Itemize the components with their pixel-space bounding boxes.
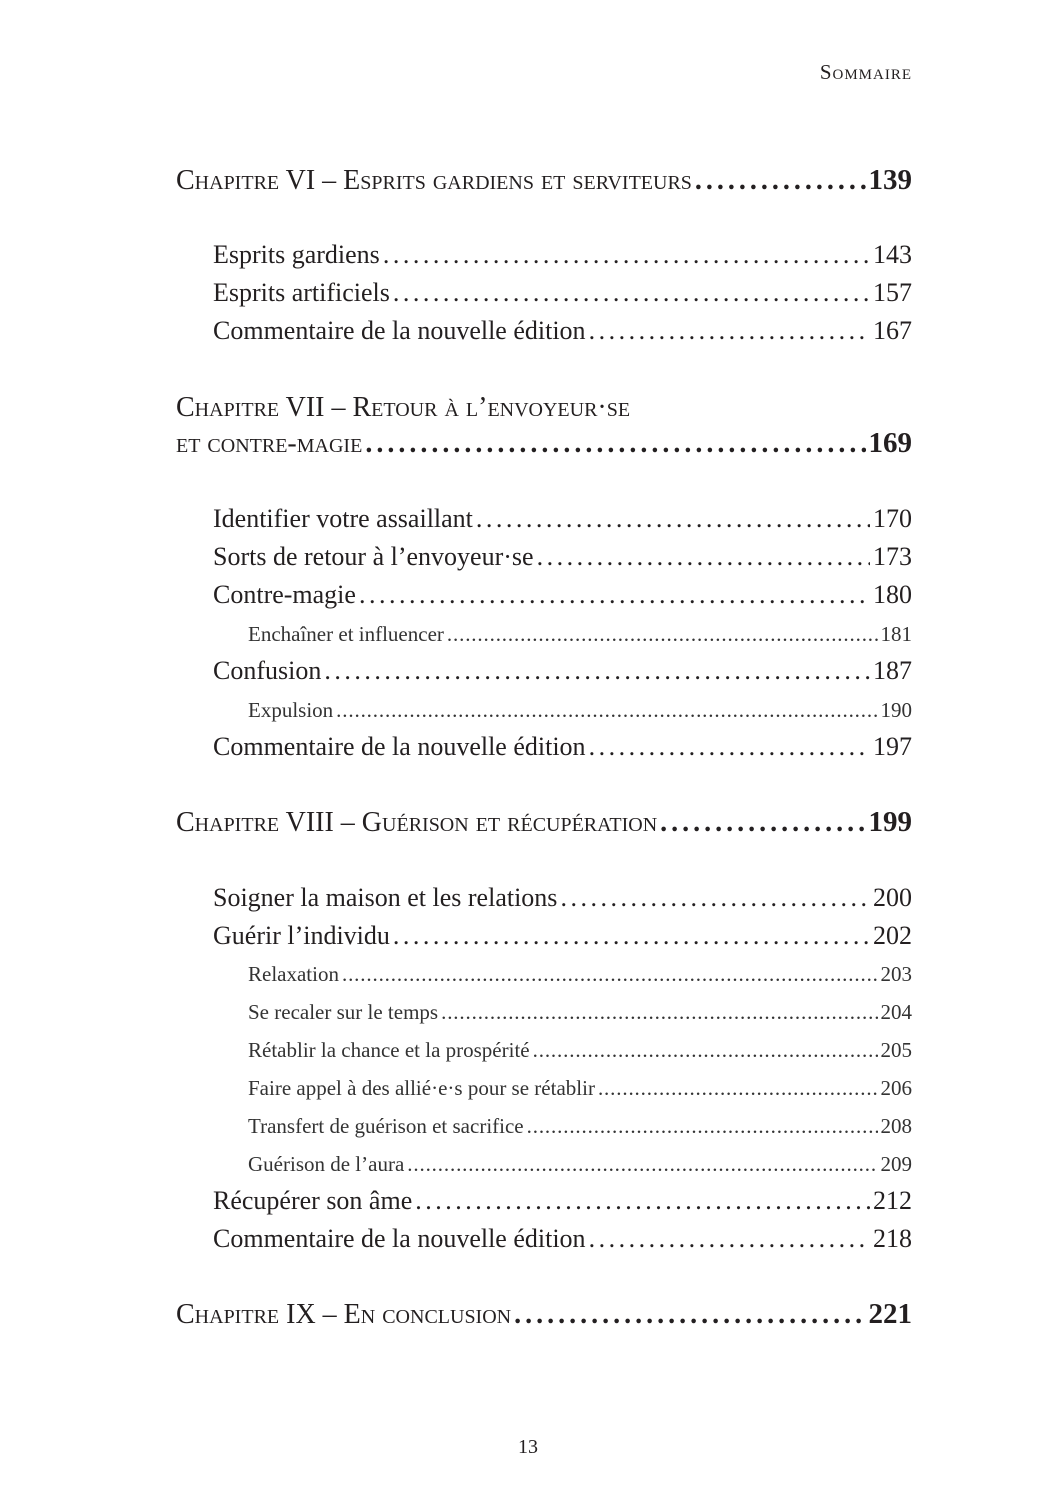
toc-section[interactable] (213, 883, 912, 913)
dot-leader (415, 1186, 870, 1216)
subsection-title: Guérison de l’aura (248, 1152, 405, 1176)
dot-leader (560, 883, 870, 913)
dot-leader (527, 1114, 878, 1139)
subsection-title: Relaxation (248, 962, 339, 986)
toc-section[interactable] (213, 542, 912, 572)
page-number: 187 (873, 656, 912, 685)
toc-section[interactable] (213, 580, 912, 610)
dot-leader (393, 278, 870, 308)
page-folio: 13 (518, 1436, 538, 1458)
toc-chapter-7[interactable] (176, 427, 912, 460)
dot-leader (336, 698, 877, 723)
toc-subsection[interactable] (248, 698, 912, 723)
toc-chapter-8[interactable] (176, 806, 912, 839)
toc-chapter-6[interactable] (176, 164, 912, 197)
dot-leader (598, 1076, 878, 1101)
page-number: 181 (880, 622, 912, 646)
section-title: Soigner la maison et les relations (213, 883, 558, 912)
subsection-title: Transfert de guérison et sacrifice (248, 1114, 524, 1138)
toc-subsection[interactable] (248, 1038, 912, 1063)
page-number: 218 (873, 1224, 912, 1253)
dot-leader (365, 428, 865, 460)
chapter-title: Chapitre IX – En conclusion (176, 1299, 512, 1330)
page-number: 199 (868, 806, 912, 838)
page-number: 169 (868, 427, 912, 459)
page-number: 203 (880, 962, 912, 986)
subsection-title: Expulsion (248, 698, 334, 722)
page-number: 170 (873, 504, 912, 533)
section-title: Commentaire de la nouvelle édition (213, 1224, 586, 1253)
dot-leader (407, 1152, 877, 1177)
page-number: 197 (873, 732, 912, 761)
toc-section[interactable] (213, 316, 912, 346)
dot-leader (342, 962, 878, 987)
dot-leader (589, 316, 870, 346)
subsection-title: Enchaîner et influencer (248, 622, 444, 646)
dot-leader (589, 732, 870, 762)
toc-chapter-9[interactable] (176, 1298, 912, 1331)
dot-leader (393, 921, 870, 951)
toc-section[interactable] (213, 278, 912, 308)
page-number: 206 (880, 1076, 912, 1100)
toc-section[interactable] (213, 504, 912, 534)
page-number: 200 (873, 883, 912, 912)
page-number: 208 (880, 1114, 912, 1138)
dot-leader (660, 807, 865, 839)
toc-section[interactable] (213, 240, 912, 270)
page-number: 221 (868, 1298, 912, 1330)
toc-section[interactable] (213, 1186, 912, 1216)
dot-leader (514, 1299, 865, 1331)
section-title: Confusion (213, 656, 322, 685)
toc-subsection[interactable] (248, 1114, 912, 1139)
chapter-title: et contre-magie (176, 428, 363, 459)
section-title: Récupérer son âme (213, 1186, 413, 1215)
toc-section[interactable] (213, 732, 912, 762)
toc-chapter-7-title-line1[interactable]: Chapitre VII – Retour à l’envoyeur·se (176, 392, 631, 423)
section-title: Commentaire de la nouvelle édition (213, 316, 586, 345)
dot-leader (695, 165, 866, 197)
dot-leader (476, 504, 870, 534)
dot-leader (533, 1038, 878, 1063)
page-number: 202 (873, 921, 912, 950)
dot-leader (537, 542, 870, 572)
page-number: 190 (880, 698, 912, 722)
chapter-title: Chapitre VIII – Guérison et récupération (176, 807, 658, 838)
toc-subsection[interactable] (248, 1000, 912, 1025)
dot-leader (447, 622, 878, 647)
section-title: Sorts de retour à l’envoyeur·se (213, 542, 534, 571)
page-number: 180 (873, 580, 912, 609)
page-number: 173 (873, 542, 912, 571)
running-head: Sommaire (819, 60, 912, 84)
section-title: Guérir l’individu (213, 921, 390, 950)
chapter-title: Chapitre VI – Esprits gardiens et serviteurs (176, 165, 692, 196)
page-number: 143 (873, 240, 912, 269)
section-title: Contre-magie (213, 580, 356, 609)
page-number: 209 (880, 1152, 912, 1176)
page-number: 205 (880, 1038, 912, 1062)
section-title: Esprits artificiels (213, 278, 390, 307)
page-number: 139 (868, 164, 912, 196)
dot-leader (359, 580, 870, 610)
toc-subsection[interactable] (248, 622, 912, 647)
dot-leader (324, 656, 870, 686)
toc-subsection[interactable] (248, 1076, 912, 1101)
section-title: Identifier votre assaillant (213, 504, 473, 533)
subsection-title: Rétablir la chance et la prospérité (248, 1038, 530, 1062)
subsection-title: Faire appel à des allié·e·s pour se rétablir (248, 1076, 595, 1100)
page-number: 212 (873, 1186, 912, 1215)
toc-section[interactable] (213, 656, 912, 686)
page-number: 167 (873, 316, 912, 345)
toc-subsection[interactable] (248, 1152, 912, 1177)
toc-section[interactable] (213, 921, 912, 951)
section-title: Esprits gardiens (213, 240, 380, 269)
dot-leader (589, 1224, 870, 1254)
subsection-title: Se recaler sur le temps (248, 1000, 439, 1024)
page-number: 157 (873, 278, 912, 307)
dot-leader (383, 240, 870, 270)
page-number: 204 (880, 1000, 912, 1024)
toc-subsection[interactable] (248, 962, 912, 987)
dot-leader (441, 1000, 877, 1025)
section-title: Commentaire de la nouvelle édition (213, 732, 586, 761)
toc-section[interactable] (213, 1224, 912, 1254)
